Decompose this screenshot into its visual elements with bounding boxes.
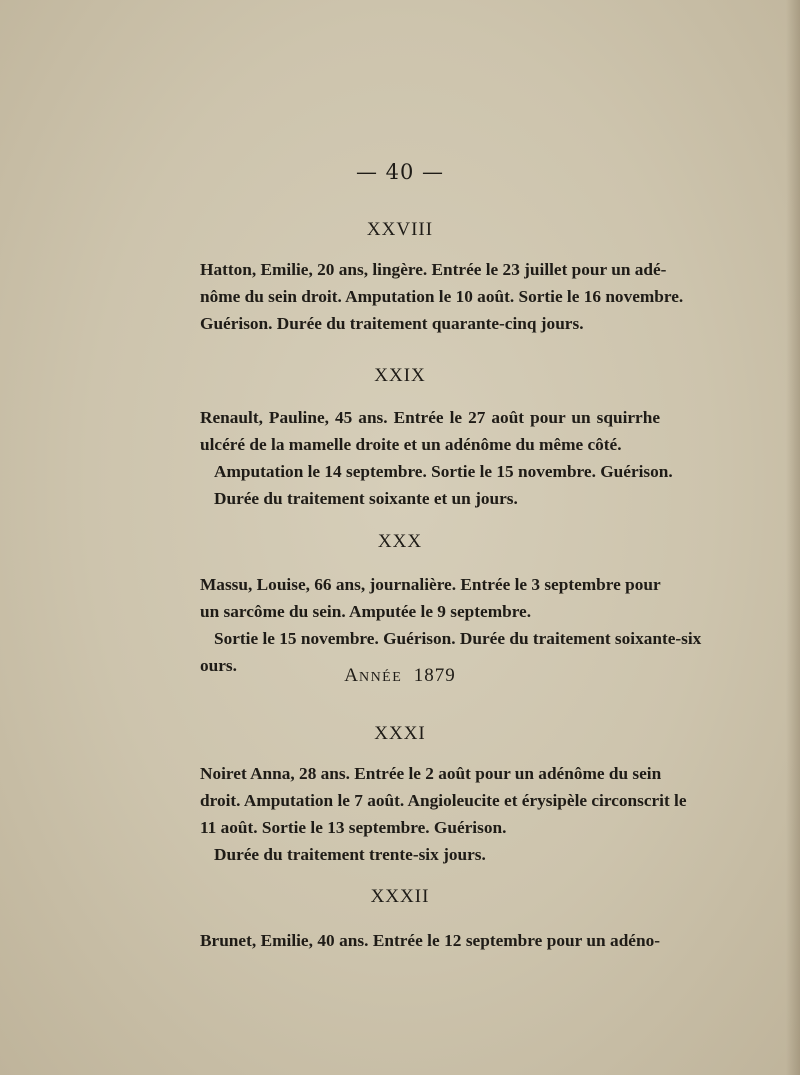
- case-text-line: Noiret Anna, 28 ans. Entrée le 2 août pour un adénôme du sein: [200, 764, 662, 783]
- case-text-line: Durée du traitement trente-six jours.: [214, 845, 486, 864]
- case-paragraph-xxxii: [200, 927, 660, 954]
- year-heading: [0, 665, 800, 687]
- case-paragraph-xxx: [200, 571, 702, 679]
- case-text-line: Brunet, Emilie, 40 ans. Entrée le 12 septembre pour un adéno-: [200, 931, 660, 950]
- case-text-line: Massu, Louise, 66 ans, journalière. Entrée le 3 septembre pour: [200, 575, 661, 594]
- case-text-line: Durée du traitement soixante et un jours.: [214, 489, 518, 508]
- case-heading-xxxii: XXXII: [370, 886, 430, 907]
- case-paragraph-xxix: [200, 404, 673, 512]
- case-text-line: un sarcôme du sein. Amputée le 9 septembre.: [200, 602, 532, 621]
- case-text-line: Hatton, Emilie, 20 ans, lingère. Entrée le 23 juillet pour un adé-: [200, 260, 667, 279]
- year-number: 1879: [413, 665, 456, 686]
- case-text-line: nôme du sein droit. Amputation le 10 août. Sortie le 16 novembre.: [200, 287, 684, 306]
- year-prefix: A: [344, 665, 359, 686]
- case-text-line: ours.: [200, 656, 237, 675]
- case-text-line: Amputation le 14 septembre. Sortie le 15 novembre. Guérison.: [214, 462, 673, 481]
- case-paragraph-xxviii: [200, 256, 684, 337]
- case-text-line: 11 août. Sortie le 13 septembre. Guérison.: [200, 818, 507, 837]
- case-heading-xxix: XXIX: [374, 365, 426, 386]
- page-number: — 40 —: [355, 160, 445, 184]
- case-text-line: Guérison. Durée du traitement quarante-cinq jours.: [200, 314, 584, 333]
- case-text-line: Sortie le 15 novembre. Guérison. Durée du traitement soixante-six: [214, 629, 702, 648]
- case-text-line: droit. Amputation le 7 août. Angioleucite et érysipèle circonscrit le: [200, 791, 687, 810]
- year-smallcaps: NNÉE: [358, 670, 403, 685]
- case-text-line: Renault, Pauline, 45 ans. Entrée le 27 août pour un squirrhe: [200, 408, 660, 427]
- case-heading-xxviii: XXVIII: [366, 219, 434, 240]
- case-heading-xxx: XXX: [377, 531, 423, 552]
- case-text-line: ulcéré de la mamelle droite et un adénôme du même côté.: [200, 435, 622, 454]
- case-heading-xxxi: XXXI: [374, 723, 426, 744]
- case-paragraph-xxxi: [200, 760, 687, 868]
